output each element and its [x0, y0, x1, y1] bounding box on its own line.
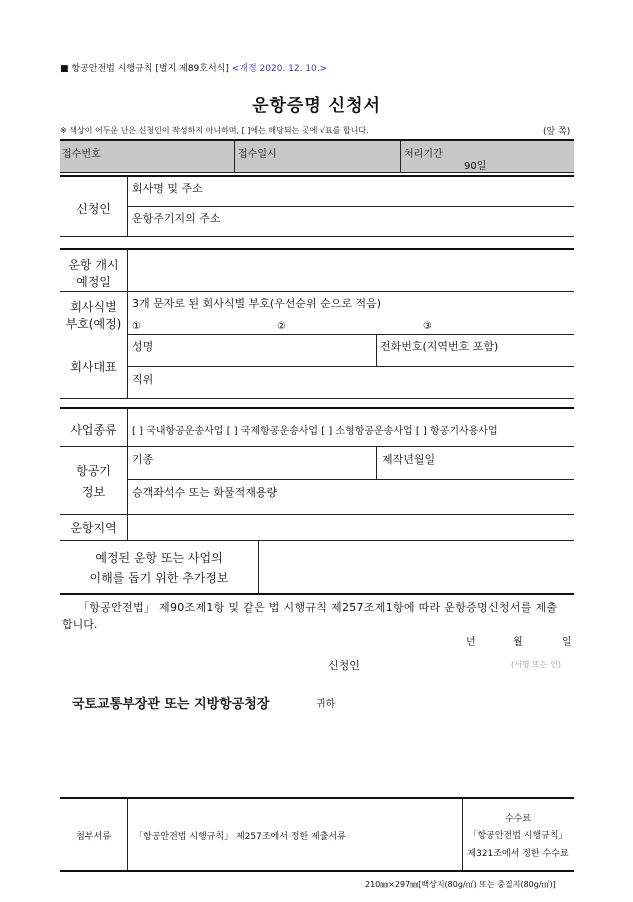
date-year-label: 년: [466, 637, 476, 648]
business-type-options: [ ] 국내항공운송사업 [ ] 국제항공운송사업 [ ] 소형항공운송사업 [ ] 항공기사용사업: [132, 426, 498, 437]
operation-start-label-2: 예정일: [76, 275, 111, 289]
company-id-label-2: 부호(예정): [65, 317, 122, 331]
fee-line-1: 「항공안전법 시행규칙」: [468, 831, 568, 841]
date-month-label: 월: [513, 637, 523, 648]
additional-info-label-1: 예정된 운항 또는 사업의: [95, 551, 223, 565]
fee-line-2: 제321조에서 정한 수수료: [467, 849, 569, 859]
addressee-name: 국토교통부장관 또는 지방항공청장: [72, 697, 270, 712]
receipt-date-label: 접수일시: [238, 149, 277, 160]
representative-phone-label: 전화번호(지역번호 포함): [380, 340, 499, 353]
notice-text: ※ 색상이 어두운 난은 신청인이 작성하지 아니하며, [ ]에는 해당되는 곳에 √표를 합니다.: [60, 126, 369, 135]
representative-position-label: 직위: [132, 373, 154, 386]
company-id-label-1: 회사식별: [70, 300, 117, 314]
page-side: (앞 쪽): [543, 127, 571, 137]
receipt-band: [60, 140, 574, 172]
operation-region-label: 운항지역: [70, 521, 117, 535]
additional-info-label-2: 이해를 돕기 위한 추가정보: [89, 571, 229, 585]
page-title: 운항증명 신청서: [252, 96, 381, 116]
aircraft-type-label: 기종: [132, 453, 154, 466]
attachments-label: 첨부서류: [76, 832, 111, 842]
company-name-address-label: 회사명 및 주소: [132, 182, 203, 195]
form-header: [60, 61, 327, 74]
base-address-label: 운항주기지의 주소: [132, 212, 221, 225]
header-square: ■: [60, 64, 69, 74]
company-id-choice-1: ①: [132, 321, 141, 332]
aircraft-info-label-2: 정보: [81, 485, 106, 499]
addressee-suffix: 귀하: [316, 699, 336, 710]
applicant-signature-label: 신청인: [328, 659, 360, 672]
receipt-number-label: 접수번호: [62, 149, 101, 160]
statement-line-1: 「항공안전법」 제90조제1항 및 같은 법 시행규칙 제257조제1항에 따라 운항증명신청서를 제출: [78, 601, 558, 614]
manufacture-date-label: 제작년월일: [382, 453, 436, 466]
paper-spec-footer: 210㎜×297㎜[백상지(80g/㎡) 또는 중질지(80g/㎡)]: [365, 880, 556, 889]
business-type-label: 사업종류: [70, 423, 117, 437]
aircraft-capacity-label: 승객좌석수 또는 화물적재용량: [132, 486, 278, 499]
fee-label: 수수료: [504, 814, 532, 824]
aircraft-info-label-1: 항공기: [76, 464, 111, 478]
header-regulation: 항공안전법 시행규칙 [별지 제89호서식]: [71, 64, 229, 74]
company-id-instruction: 3개 문자로 된 회사식별 부호(우선순위 순으로 적음): [132, 297, 382, 310]
signature-placeholder: (서명 또는 인): [511, 660, 561, 669]
operation-start-label-1: 운항 개시: [68, 258, 119, 272]
company-id-choice-3: ③: [423, 321, 432, 332]
representative-label: 회사대표: [70, 360, 117, 374]
company-id-choice-2: ②: [277, 321, 286, 332]
applicant-label: 신청인: [76, 202, 111, 216]
processing-period-label: 처리기간: [404, 149, 443, 160]
processing-period-value: 90일: [464, 161, 487, 172]
attachments-content: 「항공안전법 시행규칙」 제257조에서 정한 제출서류: [134, 832, 346, 842]
header-revision: <개정 2020. 12. 10.>: [231, 64, 328, 74]
statement-line-2: 합니다.: [62, 618, 98, 631]
representative-name-label: 성명: [132, 340, 154, 353]
date-day-label: 일: [562, 637, 572, 648]
